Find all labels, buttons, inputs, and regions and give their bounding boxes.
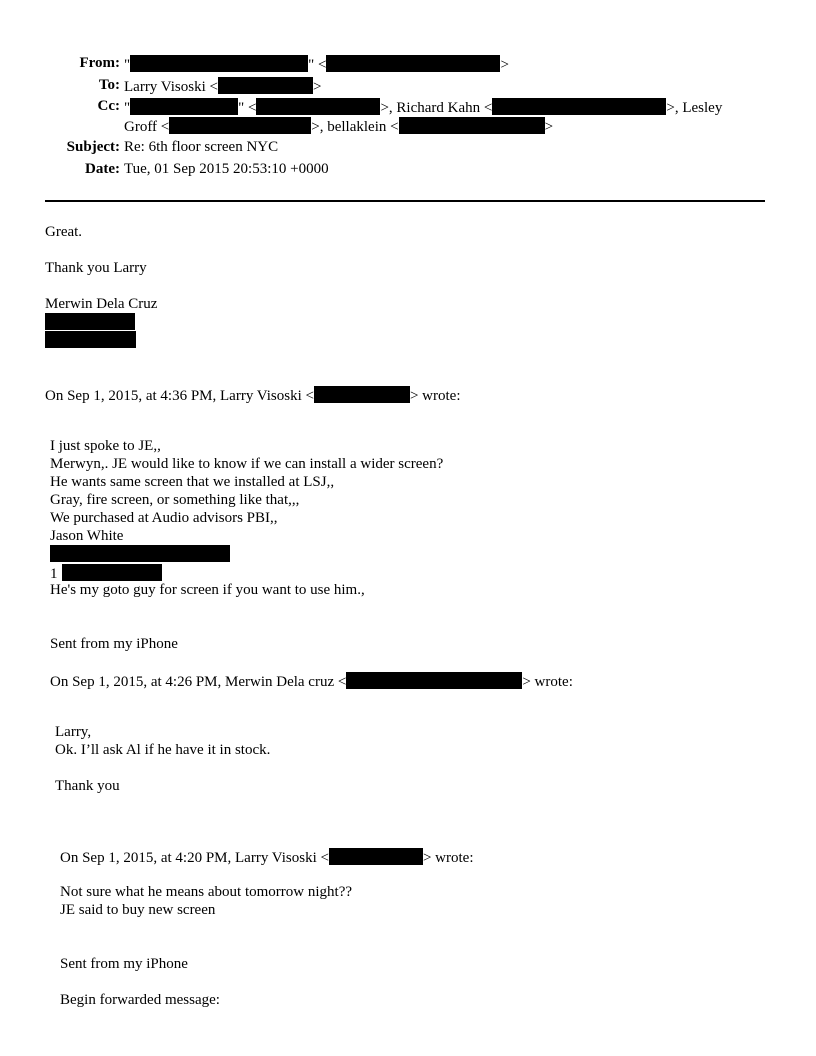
redaction-block — [50, 545, 230, 562]
redaction-block — [45, 331, 136, 348]
quote1-line: Merwyn,. JE would like to know if we can install a wider screen? — [50, 456, 444, 472]
quote2-attribution — [50, 672, 573, 691]
to-bracket-close: > — [312, 79, 322, 95]
redaction-block — [130, 55, 308, 72]
date-value: Tue, 01 Sep 2015 20:53:10 +0000 — [124, 161, 329, 177]
quote1-attribution — [45, 386, 460, 405]
quote1-phone-line — [50, 564, 162, 583]
redaction-block — [314, 386, 410, 403]
cc-lesley: >, Lesley — [666, 100, 723, 116]
cc-quote-close: " < — [238, 100, 257, 116]
quote2-thanks: Thank you — [55, 778, 120, 794]
quote1-pre: On Sep 1, 2015, at 4:36 PM, Larry Visoski < — [45, 388, 314, 404]
to-label: To: — [98, 77, 120, 93]
sent-from-iphone: Sent from my iPhone — [50, 636, 178, 652]
cc-richard: >, Richard Kahn < — [380, 100, 493, 116]
sent-from-iphone: Sent from my iPhone — [60, 956, 188, 972]
subject-label: Subject: — [66, 139, 120, 155]
redaction-block — [130, 98, 238, 115]
cc-bracket-close: > — [544, 119, 554, 135]
redaction-block — [45, 313, 135, 330]
quote2-post: > wrote: — [522, 674, 573, 690]
cc-value-line2 — [124, 117, 553, 136]
cc-quote-open: " — [124, 100, 131, 116]
quote1-post: > wrote: — [409, 388, 461, 404]
quote3-post: > wrote: — [422, 850, 474, 866]
header-divider — [45, 200, 765, 202]
redaction-block — [326, 55, 500, 72]
cc-value-line1 — [124, 98, 722, 117]
quote2-pre: On Sep 1, 2015, at 4:26 PM, Merwin Dela cruz < — [50, 674, 347, 690]
redaction-block — [329, 848, 423, 865]
body-great: Great. — [45, 224, 83, 240]
signature-name: Merwin Dela Cruz — [45, 296, 158, 312]
quote2-ok: Ok. I’ll ask Al if he have it in stock. — [55, 742, 271, 758]
quote3-attribution — [60, 848, 473, 867]
quote3-line2: JE said to buy new screen — [60, 902, 216, 918]
to-name: Larry Visoski < — [124, 79, 218, 95]
redaction-block — [169, 117, 311, 134]
cc-label: Cc: — [97, 98, 120, 114]
cc-bellaklein: >, bellaklein < — [311, 119, 399, 135]
from-label: From: — [79, 55, 120, 71]
redaction-block — [256, 98, 380, 115]
redaction-block — [218, 77, 313, 94]
from-value — [124, 55, 509, 74]
redaction-block — [346, 672, 522, 689]
quote1-line: I just spoke to JE,, — [50, 438, 161, 454]
quote1-goto: He's my goto guy for screen if you want to use him., — [50, 582, 365, 598]
to-value — [124, 77, 321, 96]
quote1-line: He wants same screen that we installed at LSJ,, — [50, 474, 335, 490]
quote1-one: 1 — [50, 566, 58, 582]
quote1-line: Gray, fire screen, or something like that,,, — [50, 492, 300, 508]
from-bracket-close: > — [500, 57, 509, 73]
quote1-line: We purchased at Audio advisors PBI,, — [50, 510, 278, 526]
forwarded-message-label: Begin forwarded message: — [60, 992, 220, 1008]
date-label: Date: — [85, 161, 120, 177]
redaction-block — [62, 564, 162, 581]
quote3-pre: On Sep 1, 2015, at 4:20 PM, Larry Visoski < — [60, 850, 329, 866]
redaction-block — [399, 117, 545, 134]
quote1-line: Jason White — [50, 528, 124, 544]
quote3-line1: Not sure what he means about tomorrow night?? — [60, 884, 353, 900]
subject-value: Re: 6th floor screen NYC — [124, 139, 279, 155]
body-thanks: Thank you Larry — [45, 260, 147, 276]
cc-groff: Groff < — [124, 119, 170, 135]
redaction-block — [492, 98, 666, 115]
from-quote-open: " — [124, 57, 131, 73]
from-quote-close: " < — [308, 57, 327, 73]
quote2-larry: Larry, — [55, 724, 92, 740]
